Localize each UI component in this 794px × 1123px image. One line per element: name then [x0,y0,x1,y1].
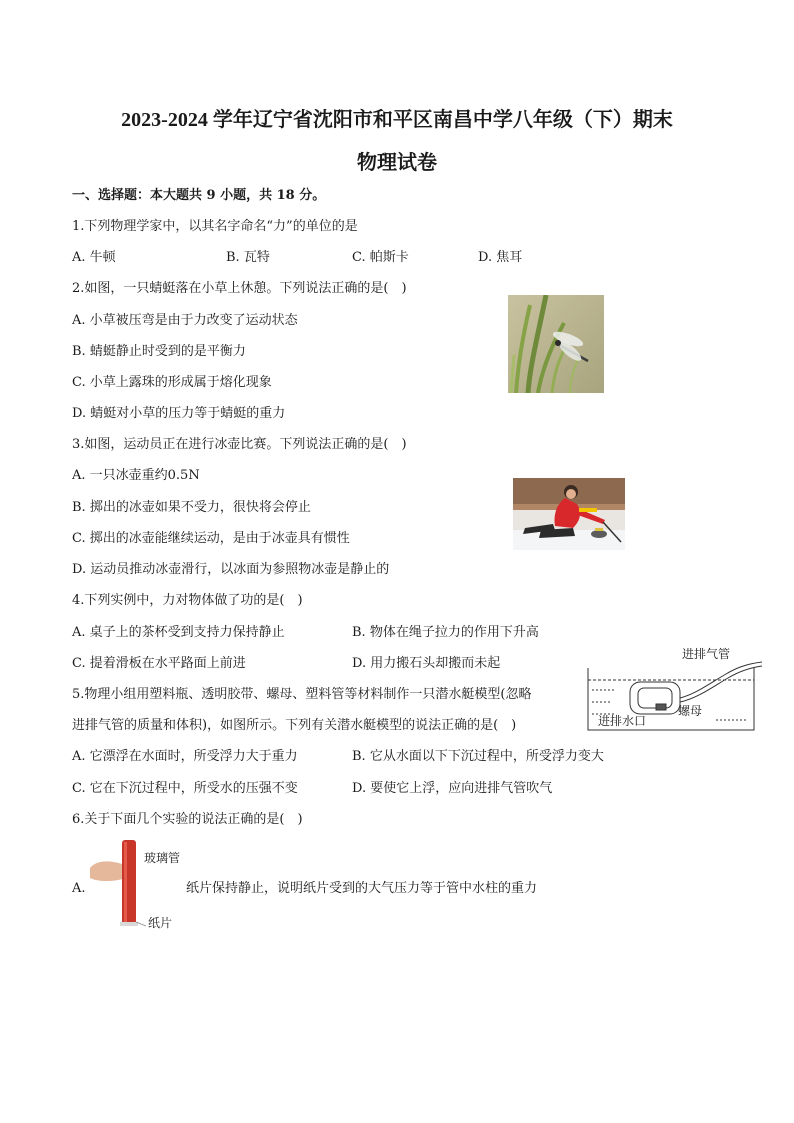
question-2-option-c: C. 小草上露珠的形成属于熔化现象 [72,375,272,390]
question-3-option-c: C. 掷出的冰壶能继续运动，是由于冰壶具有惯性 [72,531,350,546]
submarine-label-tube: 进排气管 [682,647,731,661]
question-4-option-d: D. 用力搬石头却搬而未起 [352,656,501,671]
question-1-stem: 1.下列物理学家中，以其名字命名“力”的单位的是 [72,219,358,234]
paper-card-label: 纸片 [148,916,173,930]
question-6-option-a-text: 纸片保持静止，说明纸片受到的大气压力等于管中水柱的重力 [186,881,538,896]
question-3-option-a: A. 一只冰壶重约0.5N [72,468,200,483]
question-4-option-b: B. 物体在绳子拉力的作用下升高 [352,625,539,640]
question-5-option-c: C. 它在下沉过程中，所受水的压强不变 [72,781,298,796]
glass-tube-photo [86,838,148,928]
question-1-option-a: A. 牛顿 [72,250,116,265]
submarine-label-nut: 螺母 [678,704,703,718]
section-heading: 一、选择题：本大题共 9 小题，共 18 分。 [72,188,326,203]
question-5-option-d: D. 要使它上浮，应向进排气管吹气 [352,781,553,796]
curling-photo [513,478,625,550]
question-1-option-b: B. 瓦特 [226,250,270,265]
question-1-option-d: D. 焦耳 [478,250,523,265]
question-3-stem: 3.如图，运动员正在进行冰壶比赛。下列说法正确的是( ) [72,437,407,452]
exam-title-line1: 2023-2024 学年辽宁省沈阳市和平区南昌中学八年级（下）期末 [121,109,673,131]
question-2-option-a: A. 小草被压弯是由于力改变了运动状态 [72,313,298,328]
question-4-option-a: A. 桌子上的茶杯受到支持力保持静止 [72,625,285,640]
question-5-stem-line1: 5.物理小组用塑料瓶、透明胶带、螺母、塑料管等材料制作一只潜水艇模型(忽略 [72,687,532,702]
question-4-stem: 4.下列实例中，力对物体做了功的是( ) [72,593,303,608]
glass-tube-label: 玻璃管 [144,851,181,865]
question-2-option-d: D. 蜻蜓对小草的压力等于蜻蜓的重力 [72,406,286,421]
submarine-label-inlet: 进排水口 [598,714,647,728]
question-6-option-a-label: A. [72,881,86,896]
question-3-option-b: B. 掷出的冰壶如果不受力，很快将会停止 [72,500,311,515]
question-4-option-c: C. 提着滑板在水平路面上前进 [72,656,246,671]
question-1-option-c: C. 帕斯卡 [352,250,409,265]
question-2-stem: 2.如图，一只蜻蜓落在小草上休憩。下列说法正确的是( ) [72,281,407,296]
question-6-stem: 6.关于下面几个实验的说法正确的是( ) [72,812,303,827]
question-5-option-b: B. 它从水面以下下沉过程中，所受浮力变大 [352,749,604,764]
question-5-stem-line2: 进排气管的质量和体积)，如图所示。下列有关潜水艇模型的说法正确的是( ) [72,718,517,733]
exam-title-line2: 物理试卷 [357,152,437,174]
question-5-option-a: A. 它漂浮在水面时，所受浮力大于重力 [72,749,298,764]
dragonfly-photo [508,295,604,393]
question-3-option-d: D. 运动员推动冰壶滑行，以冰面为参照物冰壶是静止的 [72,562,390,577]
question-2-option-b: B. 蜻蜓静止时受到的是平衡力 [72,344,246,359]
